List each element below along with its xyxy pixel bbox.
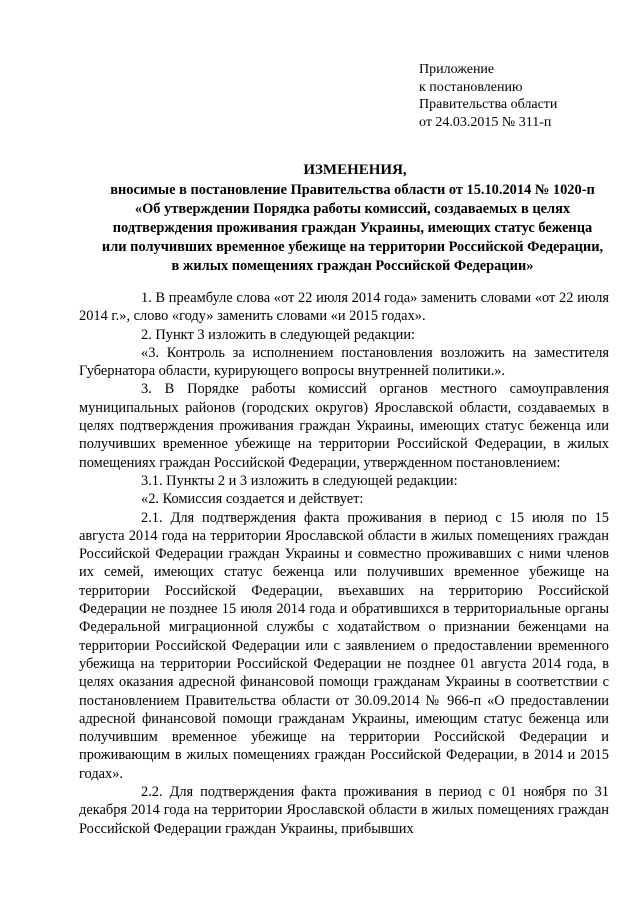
document-body: [79, 289, 609, 838]
appendix-line: от 24.03.2015 № 311-п: [419, 114, 552, 130]
document-subtitle: вносимые в постановление Правительства области от 15.10.2014 № 1020-п «Об утверждении Порядка работы комиссий, создаваемых в целях подтверждения проживания граждан Украины, имеющих статус беженца или получивших временное убежище на территории Российской Федерации, в жилых помещениях граждан Российской Федерации»: [101, 182, 604, 274]
appendix-line: Правительства области: [419, 97, 558, 112]
body-paragraph: 2. Пункт 3 изложить в следующей редакции:: [141, 326, 416, 343]
body-paragraph: 2.2. Для подтверждения факта проживания в период с 01 ноября по 31 декабря 2014 года на территории Ярославской области в жилых помещениях граждан Российской Федерации граждан Украины, прибывших: [79, 784, 609, 837]
appendix-block: [419, 61, 557, 131]
body-paragraph: «3. Контроль за исполнением постановления возложить на заместителя Губернатора области, курирующего вопросы внутренней политики.».: [79, 344, 609, 380]
appendix-line: к постановлению: [419, 79, 523, 95]
appendix-line: Приложение: [419, 62, 495, 77]
body-paragraph: 2.1. Для подтверждения факта проживания в период с 15 июля по 15 августа 2014 года на территории Ярославской области в жилых помещениях граждан Российской Федерации граждан Украины и совместно проживавших с ними членов их семей, имеющих статус беженца или получивших временное убежище на территории Российской Федерации, въехавших на территорию Российской Федерации не позднее 15 июля 2014 года и обратившихся в территориальные органы Федеральной миграционной службы с ходатайством о признании беженцами на территории Российской Федерации или с заявлением о предоставлении временного убежища на территории Российской Федерации не позднее 01 августа 2014 года, в целях оказания адресной финансовой помощи гражданам Украины в соответствии с постановлением Правительства области от 30.09.2014 № 966-п «О предоставлении адресной финансовой помощи гражданам Украины, имеющим статус беженца или получившим временное убежище на территории Российской Федерации и проживающим в жилых помещениях граждан Российской Федерации, в 2014 и 2015 годах».: [79, 509, 609, 782]
body-paragraph: 3.1. Пункты 2 и 3 изложить в следующей редакции:: [141, 472, 458, 489]
body-paragraph: 1. В преамбуле слова «от 22 июля 2014 года» заменить словами «от 22 июля 2014 г.», слово «году» заменить словами «и 2015 годах».: [79, 290, 609, 325]
body-paragraph: «2. Комиссия создается и действует:: [141, 491, 364, 508]
body-paragraph: 3. В Порядке работы комиссий органов местного самоуправления муниципальных районов (городских округов) Ярославской области, создаваемых в целях подтверждения проживания граждан Украины, имеющих статус беженца или получивших временное убежище на территории Российской Федерации, в жилых помещениях граждан Российской Федерации, утвержденном постановлением:: [79, 381, 609, 471]
document-title: ИЗМЕНЕНИЯ,: [303, 162, 407, 178]
